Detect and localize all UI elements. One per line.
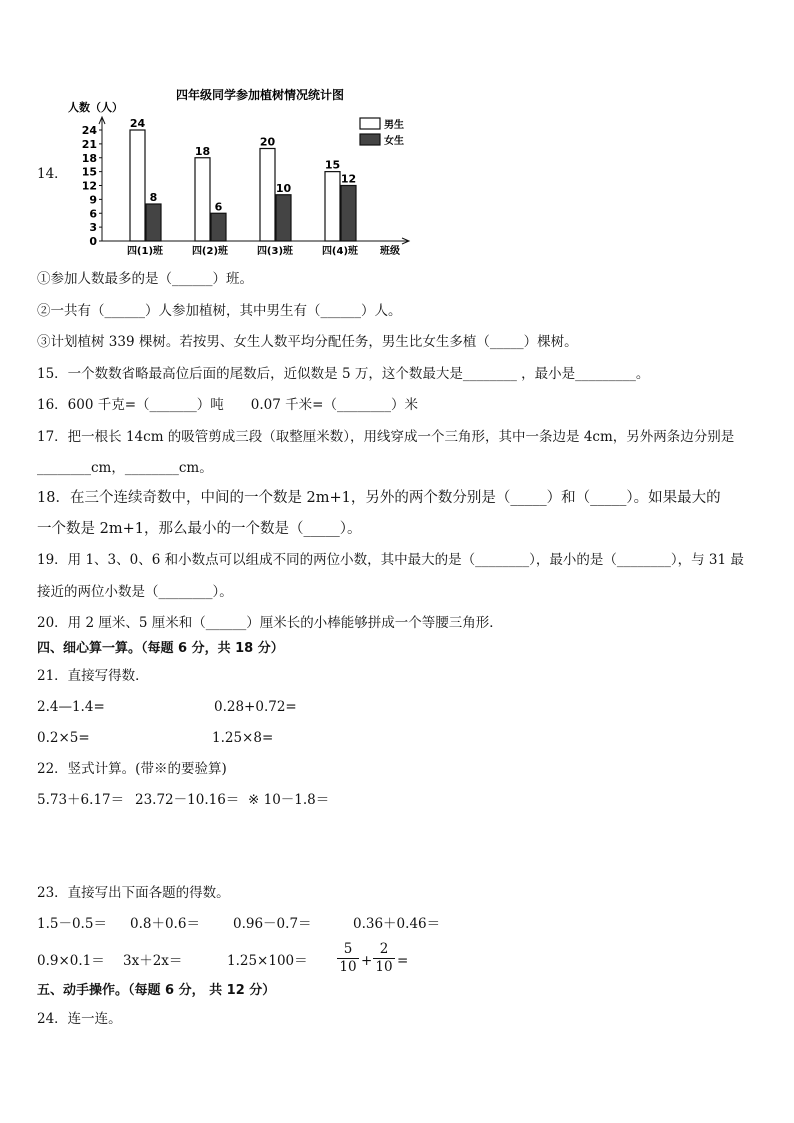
chart-title: 四年级同学参加植树情况统计图 <box>175 88 345 102</box>
legend-swatch <box>360 134 380 145</box>
q23-item: 1.5－0.5＝ <box>37 916 107 932</box>
question-19-line2: 接近的两位小数是（________）。 <box>37 584 233 600</box>
q14-sub3: ③计划植树 339 棵树。若按男、女生人数平均分配任务，男生比女生多植（_____）棵树。 <box>37 334 578 350</box>
section-5-heading: 五、动手操作。（每题 6 分， 共 12 分） <box>37 983 276 998</box>
q21-item: 0.2×5= <box>37 730 90 746</box>
question-21-title: 21．直接写得数． <box>37 668 149 684</box>
bar-value-label: 10 <box>275 181 292 195</box>
y-tick-label: 24 <box>81 124 97 137</box>
bar-boys <box>325 172 340 241</box>
fraction-denominator: 10 <box>373 958 395 976</box>
question-16: 16．600 千克=（_______）吨 0.07 千米=（________）米 <box>37 397 418 413</box>
question-18-line2: 一个数是 2m+1，那么最小的一个数是（_____）。 <box>37 521 362 537</box>
bar-boys <box>260 149 275 242</box>
x-tick-label: 四(4)班 <box>321 246 359 257</box>
q14-sub2: ②一共有（______）人参加植树，其中男生有（______）人。 <box>37 303 402 319</box>
bar-chart <box>60 80 440 260</box>
legend-label: 女生 <box>384 136 404 147</box>
q23-item: 0.8＋0.6＝ <box>130 916 200 932</box>
q21-item: 2.4—1.4= <box>37 699 105 715</box>
question-23-title: 23．直接写出下面各题的得数。 <box>37 885 230 901</box>
question-17-line1: 17．把一根长 14cm 的吸管剪成三段（取整厘米数），用线穿成一个三角形，其中一条边是 4cm，另外两条边分别是 <box>37 429 735 445</box>
q23-item: 0.9×0.1＝ <box>37 953 105 969</box>
question-19-line1: 19．用 1、3、0、6 和小数点可以组成不同的两位小数，其中最大的是（________），最小的是（________），与 31 最 <box>37 552 744 568</box>
fraction-2-10 <box>373 941 395 976</box>
q21-item: 0.28+0.72= <box>214 699 297 715</box>
q21-item: 1.25×8= <box>212 730 274 746</box>
section-4-heading: 四、细心算一算。（每题 6 分，共 18 分） <box>37 641 284 656</box>
y-tick-label: 0 <box>89 235 97 248</box>
question-18-line1: 18．在三个连续奇数中，中间的一个数是 2m+1，另外的两个数分别是（_____）和（_____）。如果最大的 <box>37 490 721 506</box>
question-17-line2: ________cm，________cm。 <box>37 460 213 476</box>
q22-item: ※ 10－1.8＝ <box>248 792 330 808</box>
equals-sign: = <box>397 953 409 969</box>
bar-value-label: 18 <box>194 144 211 158</box>
bar-girls <box>211 213 226 241</box>
legend-label: 男生 <box>384 120 404 131</box>
x-tick-label: 四(3)班 <box>256 246 294 257</box>
q22-item: 23.72－10.16＝ <box>135 792 240 808</box>
x-tick-label: 四(1)班 <box>126 246 164 257</box>
fraction-5-10 <box>337 941 359 976</box>
question-15: 15．一个数数省略最高位后面的尾数后，近似数是 5 万，这个数最大是________ ，最小是_________。 <box>37 366 650 382</box>
bar-value-label: 8 <box>149 191 158 204</box>
y-tick-label: 3 <box>89 221 97 235</box>
chart-y-axis-label: 人数（人） <box>68 101 123 114</box>
bar-girls <box>341 186 356 242</box>
q23-item: 0.96－0.7＝ <box>233 916 312 932</box>
bar-boys <box>130 130 145 241</box>
question-20: 20．用 2 厘米、5 厘米和（______）厘米长的小棒能够拼成一个等腰三角形． <box>37 615 503 631</box>
y-tick-label: 12 <box>81 179 97 193</box>
x-axis-label: 班级 <box>380 246 400 257</box>
bar-girls <box>146 204 161 241</box>
legend-swatch <box>360 118 380 129</box>
bar-value-label: 6 <box>214 200 223 214</box>
bar-boys <box>195 158 210 241</box>
q23-item: 3x＋2x＝ <box>123 953 183 969</box>
bar-value-label: 20 <box>259 135 276 149</box>
fraction-numerator: 2 <box>379 941 389 957</box>
x-tick-label: 四(2)班 <box>191 246 229 257</box>
question-24: 24．连一连。 <box>37 1011 122 1027</box>
q22-item: 5.73＋6.17＝ <box>37 792 125 808</box>
y-tick-label: 18 <box>81 151 97 165</box>
y-tick-label: 6 <box>89 207 97 221</box>
bar-value-label: 15 <box>324 158 341 172</box>
q23-item: 1.25×100＝ <box>227 953 308 969</box>
y-tick-label: 15 <box>81 165 97 179</box>
y-tick-label: 21 <box>81 137 97 151</box>
bar-value-label: 12 <box>340 172 357 186</box>
bar-girls <box>276 195 291 241</box>
fraction-numerator: 5 <box>343 941 353 957</box>
q14-sub1: ①参加人数最多的是（______）班。 <box>37 271 253 287</box>
q23-item: 0.36＋0.46＝ <box>353 916 441 932</box>
question-14-number: 14． <box>37 166 68 182</box>
fraction-denominator: 10 <box>337 958 359 976</box>
bar-value-label: 24 <box>129 117 146 130</box>
y-tick-label: 9 <box>89 193 97 207</box>
question-22-title: 22．竖式计算。(带※的要验算) <box>37 761 227 777</box>
plus-sign: + <box>361 953 373 969</box>
